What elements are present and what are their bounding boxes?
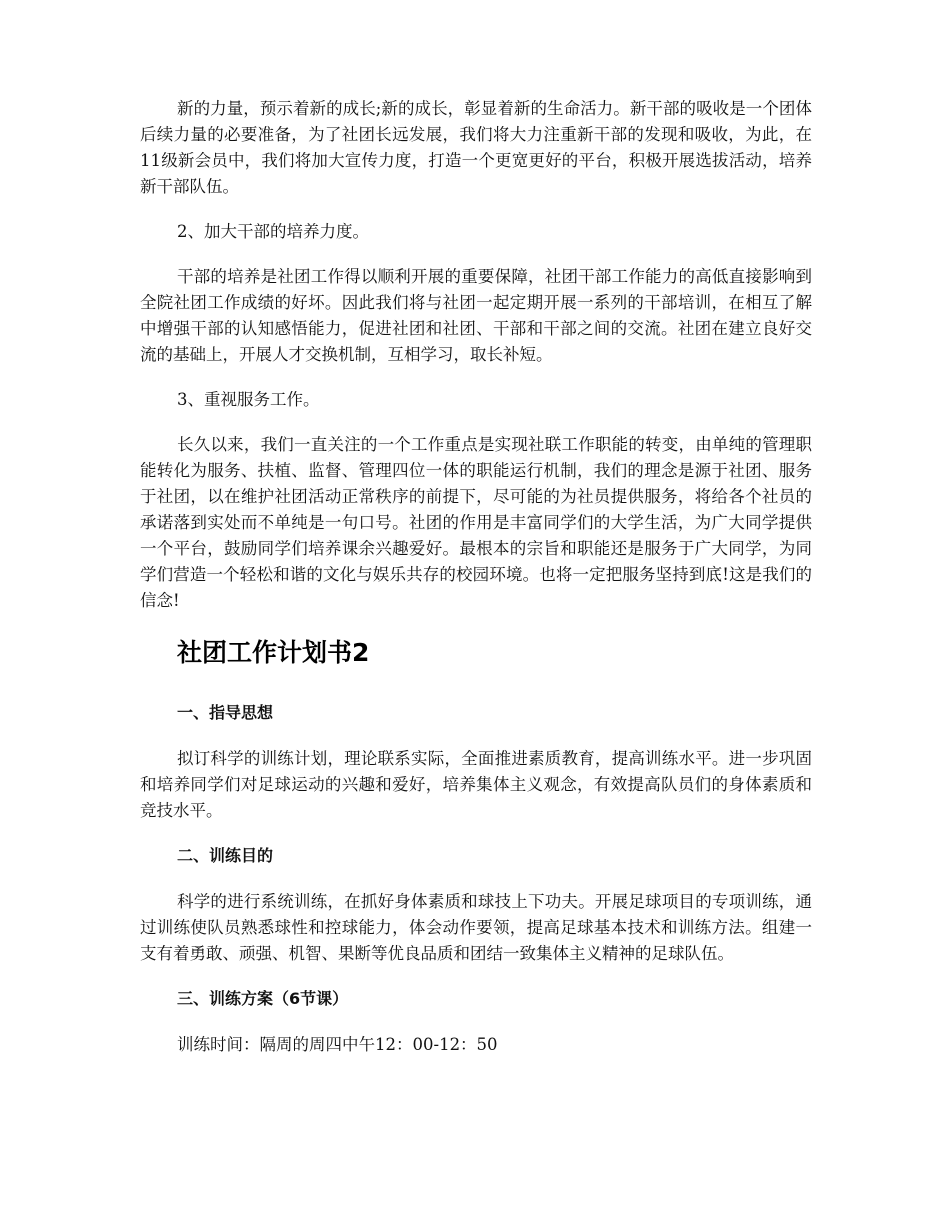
paragraph-training-purpose: 科学的进行系统训练，在抓好身体素质和球技上下功夫。开展足球项目的专项训练，通过训练使队员熟悉球性和控球能力，体会动作要领，提高足球基本技术和训练方法。组建一支有着勇敢、顽强、机智、果断等优良品质和团结一致集体主义精神的足球队伍。 (140, 892, 812, 963)
document-page (140, 96, 812, 1077)
subheading-guiding-ideology: 一、指导思想 (177, 703, 274, 722)
paragraph-training-time: 训练时间：隔周的周四中午12：00-12：50 (177, 1035, 498, 1054)
paragraph-service-work: 长久以来，我们一直关注的一个工作重点是实现社联工作职能的转变，由单纯的管理职能转化为服务、扶植、监督、管理四位一体的职能运行机制，我们的理念是源于社团、服务于社团，以在维护社团活动正常秩序的前提下，尽可能的为社员提供服务，将给各个社员的承诺落到实处而不单纯是一句口号。社团的作用是丰富同学们的大学生活，为广大同学提供一个平台，鼓励同学们培养课余兴趣爱好。最根本的宗旨和职能还是服务于广大同学，为同学们营造一个轻松和谐的文化与娱乐共存的校园环境。也将一定把服务坚持到底!这是我们的信念! (140, 435, 812, 610)
paragraph-cadre-training: 干部的培养是社团工作得以顺利开展的重要保障，社团干部工作能力的高低直接影响到全院社团工作成绩的好坏。因此我们将与社团一起定期开展一系列的干部培训，在相互了解中增强干部的认知感悟能力，促进社团和社团、干部和干部之间的交流。社团在建立良好交流的基础上，开展人才交换机制，互相学习，取长补短。 (140, 267, 812, 364)
paragraph-new-cadres: 新的力量，预示着新的成长;新的成长，彰显着新的生命活力。新干部的吸收是一个团体后续力量的必要准备，为了社团长远发展，我们将大力注重新干部的发现和吸收，为此，在11级新会员中，我们将加大宣传力度，打造一个更宽更好的平台，积极开展选拔活动，培养新干部队伍。 (140, 99, 812, 196)
section-title-plan-2: 社团工作计划书2 (177, 638, 370, 667)
subheading-training-purpose: 二、训练目的 (177, 846, 274, 865)
item-3-title: 3、重视服务工作。 (177, 390, 320, 409)
paragraph-guiding-ideology: 拟订科学的训练计划，理论联系实际，全面推进素质教育，提高训练水平。进一步巩固和培养同学们对足球运动的兴趣和爱好，培养集体主义观念，有效提高队员们的身体素质和竞技水平。 (140, 749, 812, 820)
subheading-training-plan: 三、训练方案（6节课） (177, 989, 349, 1008)
item-2-title: 2、加大干部的培养力度。 (177, 222, 369, 241)
